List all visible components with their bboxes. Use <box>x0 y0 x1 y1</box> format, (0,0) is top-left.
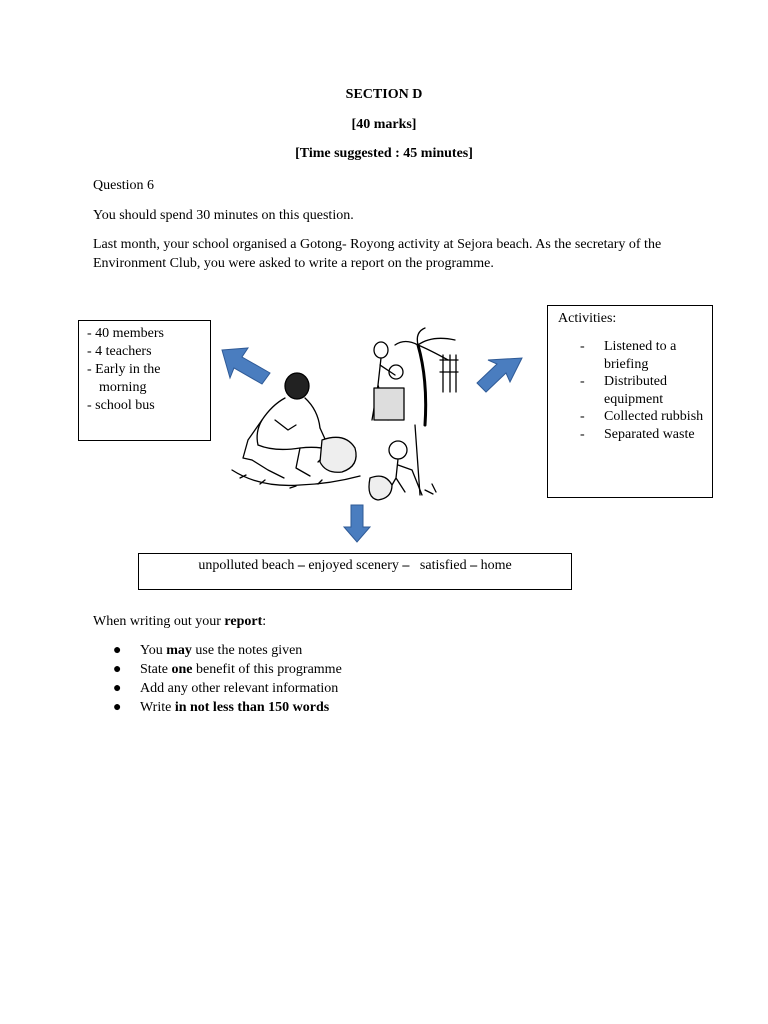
note-members: - 40 members <box>87 326 164 341</box>
list-item: - Listened to a briefing <box>580 339 677 372</box>
list-dash: - <box>580 409 585 424</box>
list-item: - Collected rubbish <box>580 409 704 424</box>
outcome-unpolluted: unpolluted beach <box>198 558 295 573</box>
bullet-dot-icon: ● <box>113 681 122 696</box>
instructions-lead: When writing out your report: <box>93 614 267 629</box>
outcome-scenery: enjoyed scenery <box>308 558 399 573</box>
note-bus: - school bus <box>87 398 155 413</box>
outcome-sep: – <box>466 558 481 573</box>
outcome-sep: – <box>398 558 420 573</box>
instructions-list <box>113 641 342 717</box>
section-title: SECTION D <box>345 87 423 102</box>
bullet-dot-icon: ● <box>113 700 122 715</box>
note-teachers: - 4 teachers <box>87 344 152 359</box>
outcome-sep: – <box>294 558 309 573</box>
question-number: Question 6 <box>93 178 155 193</box>
bullet-dot-icon: ● <box>113 643 122 658</box>
list-dash: - <box>580 339 585 354</box>
list-item: ● Add any other relevant information <box>113 681 339 696</box>
activities-title: Activities: <box>558 311 617 326</box>
list-dash: - <box>580 374 585 389</box>
list-item: ● Write in not less than 150 words <box>113 700 330 715</box>
list-item: - Separated waste <box>580 426 695 442</box>
list-dash: - <box>580 426 585 442</box>
note-early: - Early in the <box>87 362 161 377</box>
question-instruction: You should spend 30 minutes on this question. <box>93 208 354 223</box>
outcome-satisfied: satisfied <box>419 558 467 573</box>
marks-label: [40 marks] <box>351 117 417 132</box>
bullet-dot-icon: ● <box>113 662 122 677</box>
note-morning: morning <box>99 380 147 395</box>
outcome-home: home <box>480 558 512 573</box>
time-suggested: [Time suggested : 45 minutes] <box>295 146 473 161</box>
outcome-box <box>138 553 572 590</box>
list-item: ● You may use the notes given <box>113 643 303 658</box>
list-item: - Distributed equipment <box>580 374 667 407</box>
list-item: ● State one benefit of this programme <box>113 662 342 677</box>
question-prompt: Last month, your school organised a Gotong- Royong activity at Sejora beach. As the secretary of the Environment Club, you were asked to write a report on the programme. <box>93 237 662 271</box>
